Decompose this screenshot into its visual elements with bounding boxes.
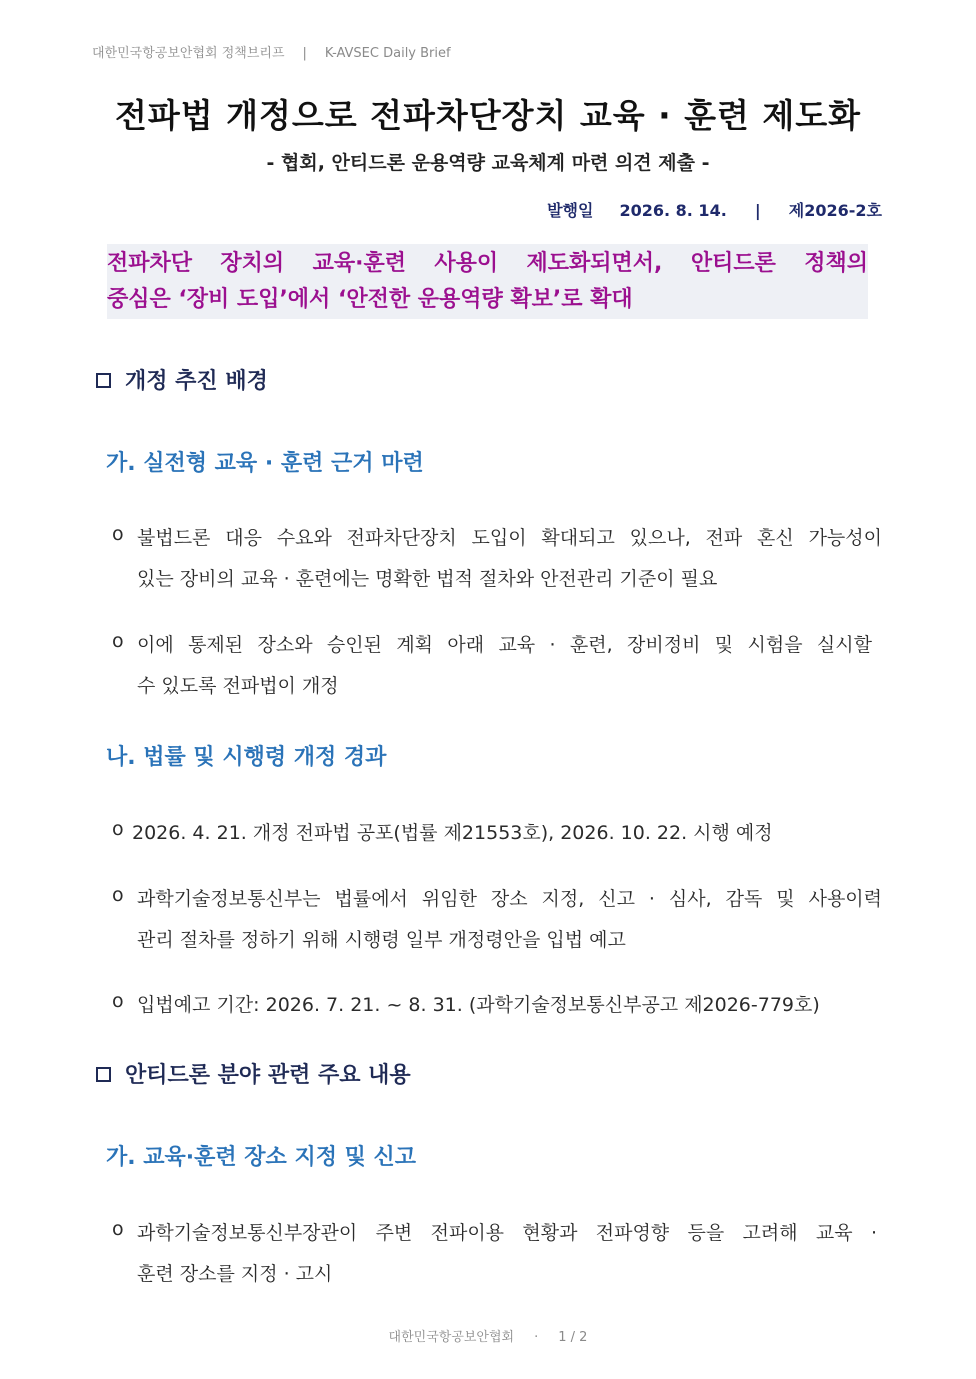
summary-line-2: 중심은 ‘장비 도입’에서 ‘안전한 운용역량 확보’로 확대 xyxy=(107,287,633,312)
page-subtitle: - 협회, 안티드론 운용역량 교육체계 마련 의견 제출 - xyxy=(266,152,710,174)
list-item xyxy=(112,1218,882,1298)
list-item xyxy=(112,990,882,1020)
subsection-heading: 가. 교육·훈련 장소 지정 및 신고 xyxy=(106,1145,417,1170)
list-item-line: 과학기술정보통신부는 법률에서 위임한 장소 지정, 신고 · 심사, 감독 및 사용이력 xyxy=(137,888,883,910)
list-item-line: 수 있도록 전파법이 개정 xyxy=(137,675,339,697)
list-item-line: 훈련 장소를 지정 · 고시 xyxy=(137,1263,333,1285)
list-item xyxy=(112,884,882,964)
summary-line-1: 전파차단 장치의 교육·훈련 사용이 제도화되면서, 안티드론 정책의 xyxy=(107,251,868,276)
list-item-line: 있는 장비의 교육 · 훈련에는 명확한 법적 절차와 안전관리 기준이 필요 xyxy=(137,568,718,590)
footer-dot: · xyxy=(534,1330,539,1345)
footer-org: 대한민국항공보안협회 xyxy=(388,1330,515,1345)
header-org: 대한민국항공보안협회 정책브리프 xyxy=(92,46,285,61)
bullet-marker: o xyxy=(112,990,124,1012)
list-item-line: 과학기술정보통신부장관이 주변 전파이용 현황과 전파영향 등을 고려해 교육 · xyxy=(137,1222,877,1244)
checkbox-square-icon xyxy=(96,1067,111,1082)
issue-date: 2026. 8. 14. xyxy=(619,201,727,220)
section-title: 개정 추진 배경 xyxy=(125,369,268,394)
bullet-marker: o xyxy=(112,630,124,652)
subsection-heading: 가. 실전형 교육 · 훈련 근거 마련 xyxy=(106,451,424,476)
bullet-marker: o xyxy=(112,884,124,906)
page-number: 1 / 2 xyxy=(558,1330,588,1345)
list-item xyxy=(112,630,872,710)
issue-separator: | xyxy=(754,201,761,220)
page-title: 전파법 개정으로 전파차단장치 교육 · 훈련 제도화 xyxy=(114,96,862,135)
subsection-heading: 나. 법률 및 시행령 개정 경과 xyxy=(106,745,387,770)
bullet-marker: o xyxy=(112,818,124,840)
list-item-line: 입법예고 기간: 2026. 7. 21. ~ 8. 31. (과학기술정보통신부공고 제2026-779호) xyxy=(137,994,820,1016)
header-separator: | xyxy=(302,46,307,61)
bullet-marker: o xyxy=(112,1218,124,1240)
list-item xyxy=(112,523,882,603)
list-item-line: 이에 통제된 장소와 승인된 계획 아래 교육 · 훈련, 장비정비 및 시험을 실시할 xyxy=(137,634,872,656)
issue-date-label: 발행일 xyxy=(547,201,594,220)
running-header xyxy=(92,42,451,61)
section-heading-background xyxy=(96,364,268,395)
list-item xyxy=(112,818,852,848)
issue-info xyxy=(547,198,882,221)
list-item-line: 관리 절차를 정하기 위해 시행령 일부 개정령안을 입법 예고 xyxy=(137,929,626,951)
page-footer xyxy=(0,1326,976,1345)
checkbox-square-icon xyxy=(96,373,111,388)
section-title: 안티드론 분야 관련 주요 내용 xyxy=(125,1063,411,1088)
summary-box xyxy=(107,244,868,319)
list-item-line: 2026. 4. 21. 개정 전파법 공포(법률 제21553호), 2026. 10. 22. 시행 예정 xyxy=(132,822,773,844)
issue-number: 제2026-2호 xyxy=(788,201,882,220)
list-item-line: 불법드론 대응 수요와 전파차단장치 도입이 확대되고 있으나, 전파 혼신 가능성이 xyxy=(137,527,882,549)
bullet-marker: o xyxy=(112,523,124,545)
header-brief: K-AVSEC Daily Brief xyxy=(324,46,451,61)
section-heading-antidrone xyxy=(96,1058,411,1089)
